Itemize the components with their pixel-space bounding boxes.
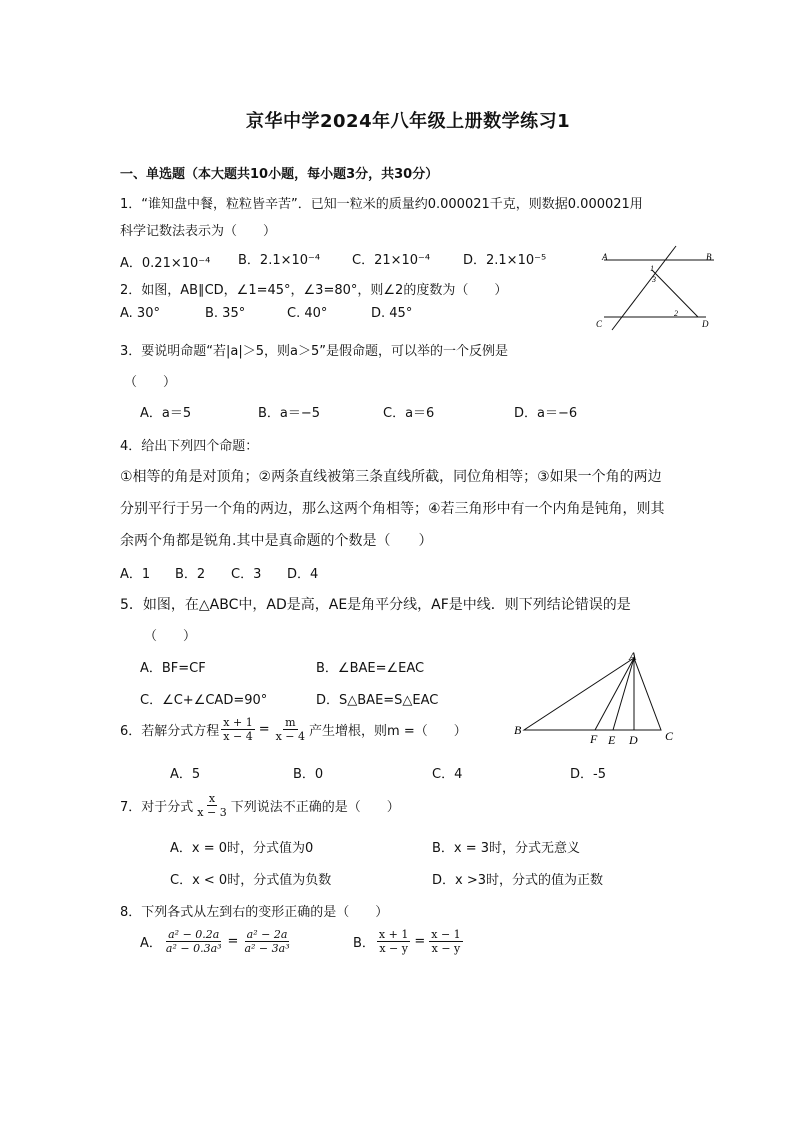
q6-option-a: A．5 — [170, 767, 201, 782]
q8-a-left-frac — [164, 928, 224, 955]
q3-paren: （ ） — [124, 375, 177, 390]
q2-option-c: C. 40° — [287, 306, 328, 321]
q3-option-a: A．a＝5 — [140, 406, 192, 421]
q8-a-label: A． — [140, 936, 162, 951]
label-c: C — [596, 319, 603, 329]
q7-frac-den: x − 3 — [197, 806, 227, 819]
section-header: 一、单选题（本大题共10小题，每小题3分，共30分） — [120, 167, 439, 182]
label-b: B — [514, 723, 522, 737]
q8-a-right-den: a² − 3a³ — [244, 942, 290, 955]
q8-b-right-frac — [429, 928, 462, 955]
q6-option-c: C．4 — [432, 767, 463, 782]
q8-b-eq: = — [414, 934, 426, 949]
page-title: 京华中学2024年八年级上册数学练习1 — [246, 111, 571, 132]
q7-suffix: 下列说法不正确的是（ ） — [230, 800, 400, 815]
label-b: B — [706, 252, 712, 262]
q5-paren: （ ） — [144, 629, 197, 644]
q4-line1: ①相等的角是对顶角；②两条直线被第三条直线所截，同位角相等；③如果一个角的两边 — [120, 469, 662, 485]
q8-a-left-den: a² − 0.3a³ — [165, 942, 222, 955]
q8-option-b — [353, 928, 465, 955]
q6-frac1-num: x + 1 — [223, 716, 253, 729]
q7-frac-num: x — [208, 792, 216, 805]
q6-suffix: 产生增根，则m =（ ） — [309, 724, 467, 739]
bisector-ae — [613, 658, 634, 730]
label-c: C — [665, 729, 674, 743]
q6-fraction-left — [221, 716, 254, 743]
q4-line3: 余两个角都是锐角.其中是真命题的个数是（ ） — [120, 533, 433, 549]
q8-option-a — [140, 928, 294, 955]
label-a: A — [602, 252, 608, 262]
q6-prefix: 6．若解分式方程 — [120, 724, 220, 739]
q8-b-left-num: x + 1 — [378, 928, 409, 941]
q6-fraction-right — [274, 716, 307, 743]
q6-option-d: D．-5 — [570, 767, 606, 782]
q7-option-c: C．x < 0时，分式值为负数 — [170, 873, 332, 888]
q7-option-a: A．x = 0时，分式值为0 — [170, 841, 314, 856]
q8-a-eq: = — [227, 934, 239, 949]
q7-prefix: 7．对于分式 — [120, 800, 194, 815]
q5-figure — [510, 648, 686, 748]
q2-option-a: A. 30° — [120, 306, 160, 321]
q5-stem: 5．如图，在△ABC中，AD是高，AE是角平分线，AF是中线．则下列结论错误的是 — [120, 597, 631, 613]
q2-option-d: D. 45° — [371, 306, 413, 321]
q2-figure — [590, 240, 720, 335]
q1-option-a: A．0.21×10⁻⁴ — [120, 256, 211, 271]
q4-option-a: A．1 — [120, 567, 151, 582]
q8-b-left-den: x − y — [379, 942, 408, 955]
q4-option-c: C．3 — [231, 567, 262, 582]
label-d: D — [629, 733, 638, 747]
label-2: 2 — [674, 309, 678, 318]
q8-stem: 8．下列各式从左到右的变形正确的是（ ） — [120, 905, 389, 920]
q1-option-b: B．2.1×10⁻⁴ — [238, 253, 321, 268]
q5-option-d: D．S△BAE=S△EAC — [316, 693, 439, 708]
label-e: E — [608, 733, 616, 747]
q6-option-b: B．0 — [293, 767, 324, 782]
q8-a-right-frac — [242, 928, 291, 955]
q4-stem: 4．给出下列四个命题： — [120, 439, 259, 454]
q4-option-b: B．2 — [175, 567, 206, 582]
triangle-abc — [524, 658, 661, 730]
label-3: 3 — [652, 275, 656, 284]
q7-stem — [120, 792, 400, 819]
q6-frac2-den: x − 4 — [275, 730, 306, 743]
q7-option-d: D．x >3时，分式的值为正数 — [432, 873, 603, 888]
q5-option-a: A．BF=CF — [140, 661, 206, 676]
q5-option-c: C．∠C+∠CAD=90° — [140, 693, 268, 708]
label-1: 1 — [650, 264, 654, 273]
q8-a-right-num: a² − 2a — [246, 928, 288, 941]
q1-option-c: C．21×10⁻⁴ — [352, 253, 431, 268]
q2-stem: 2．如图，AB∥CD，∠1=45°，∠3=80°，则∠2的度数为（ ） — [120, 283, 508, 298]
q5-option-b: B．∠BAE=∠EAC — [316, 661, 425, 676]
q4-line2: 分别平行于另一个角的两边，那么这两个角相等；④若三角形中有一个内角是钝角，则其 — [120, 501, 665, 517]
q8-a-left-num: a² − 0.2a — [168, 928, 220, 941]
q8-b-left-frac — [377, 928, 410, 955]
q8-b-right-den: x − y — [431, 942, 461, 955]
q6-frac2-num: m — [285, 716, 296, 729]
label-d: D — [702, 319, 709, 329]
q3-stem: 3．要说明命题“若|a|＞5，则a＞5”是假命题，可以举的一个反例是 — [120, 344, 508, 359]
q8-b-label: B． — [353, 936, 375, 951]
q7-fraction — [195, 792, 228, 819]
q7-option-b: B．x = 3时，分式无意义 — [432, 841, 581, 856]
q6-eq: = — [258, 722, 270, 737]
q2-option-b: B. 35° — [205, 306, 246, 321]
q6-stem — [120, 716, 467, 743]
q8-b-right-num: x − 1 — [431, 928, 461, 941]
label-f: F — [590, 732, 598, 746]
q3-option-c: C．a＝6 — [383, 406, 435, 421]
q3-option-d: D．a＝−6 — [514, 406, 578, 421]
median-af — [595, 658, 634, 730]
q1-option-d: D．2.1×10⁻⁵ — [463, 253, 547, 268]
q4-option-d: D．4 — [287, 567, 319, 582]
q3-option-b: B．a＝−5 — [258, 406, 321, 421]
label-a: A — [629, 649, 637, 663]
q1-stem-line1: 1．“谁知盘中餐，粒粒皆辛苦”．已知一粒米的质量约0.000021千克，则数据0.000021用 — [120, 197, 643, 212]
q1-stem-line2: 科学记数法表示为（ ） — [120, 224, 277, 239]
q6-frac1-den: x − 4 — [223, 730, 253, 743]
